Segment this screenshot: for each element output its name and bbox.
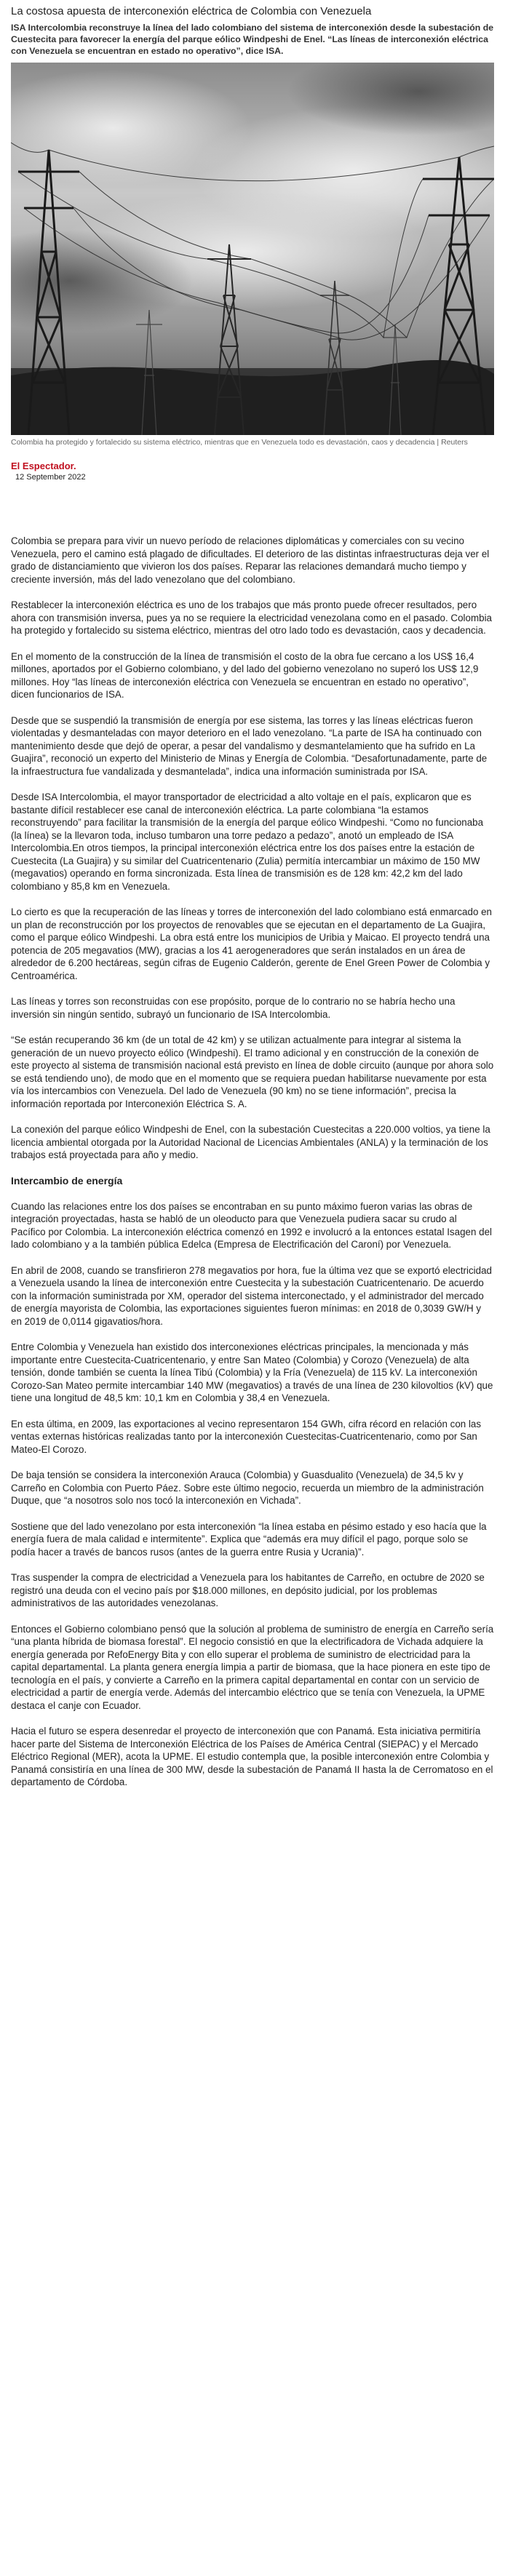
- photo-caption: Colombia ha protegido y fortalecido su sistema eléctrico, mientras que en Venezuela todo es devastación, caos y decadencia | Reuters: [11, 438, 468, 447]
- hero-photo-transmission-towers: [11, 63, 494, 435]
- paragraph: Cuando las relaciones entre los dos países se encontraban en su punto máximo fueron varias las obras de integración proyectadas, hasta se habló de un oleoducto para que Venezuela pudiera sacar su crudo al Pacífico por Colombia. La interconexión eléctrica comenzó en 1992 e involucró a la entonces estatal Isagen del lado colombiano y a la también pública Edelca (Empresa de Electrificación del Caroní) por Venezuela.: [11, 1200, 492, 1250]
- paragraph: Las líneas y torres son reconstruidas con ese propósito, porque de lo contrario no se habría hecho una inversión sin ningún sentido, subrayó un funcionario de ISA Intercolombia.: [11, 996, 456, 1020]
- section-heading: Intercambio de energía: [11, 1174, 123, 1187]
- paragraph: Colombia se prepara para vivir un nuevo período de relaciones diplomáticas y comerciales con su vecino Venezuela, pero el camino está plagado de dificultades. El deterioro de las distintas infraestructuras deja ver el grado de distanciamiento que vivieron los dos países. Reparar las relaciones demandará mucho tiempo y creciente inversión, más del lado venezolano que del colombiano.: [11, 535, 490, 585]
- source-block: [11, 460, 494, 482]
- paragraph: Lo cierto es que la recuperación de las líneas y torres de interconexión del lado colombiano está enmarcado en un plan de reconstrucción por los proyectos de renovables que se ejecutan en el departamento de La Guajira, como el parque eólico Windpeshi. La obra está entre los municipios de Uribia y Maicao. El proyecto tendrá una potencia de 205 megavatios (MW), gracias a los 41 aerogeneradores que serán instalados en un área de alrededor de 6.200 hectáreas, según cifras de Eugenio Calderón, gerente de Enel Green Power de Colombia y Centroamérica.: [11, 906, 493, 981]
- paragraph: Desde ISA Intercolombia, el mayor transportador de electricidad a alto voltaje en el país, explicaron que es bastante difícil restablecer ese canal de interconexión eléctrica. La parte colombiana “la estamos reconstruyendo” para facilitar la transmisión de la energía del parque eólico Windpeshi. “Como no funcionaba (la línea) se la llevaron toda, incluso tumbaron una torre pedazo a pedazo”, anotó un empleado de ISA Intercolombia.En otros tiempos, la principal interconexión eléctrica entre los dos países entre la estación de Cuestecita (La Guajira) y su similar del Cuatricentenario (Zulia) permitía intercambiar un máximo de 150 MW (megavatios) operando en forma sincronizada. Esta línea de transmisión es de 128 km: 42,2 km del lado colombiano y 85,8 km en Venezuela.: [11, 791, 484, 892]
- paragraph: Tras suspender la compra de electricidad a Venezuela para los habitantes de Carreño, en octubre de 2020 se registró una deuda con el vecino país por $18.000 millones, en depósito judicial, por los problemas administrativos de las autoridades venezolanas.: [11, 1572, 485, 1608]
- paragraph: De baja tensión se considera la interconexión Arauca (Colombia) y Guasdualito (Venezuela) de 34,5 kv y Carreño en Colombia con Puerto Páez. Sobre este último negocio, recuerda un miembro de la administración Duque, que “a nosotros solo nos tocó la interconexión en Vichada”.: [11, 1470, 484, 1506]
- publish-date: 12 September 2022: [15, 473, 86, 482]
- lede: ISA Intercolombia reconstruye la línea del lado colombiano del sistema de interconexión desde la subestación de Cuestecita para favorecer la energía del parque eólico Windpeshi de Enel. “Las líneas de interconexión eléctrica con Venezuela se encuentran en estado no operativo”, dice ISA.: [11, 23, 494, 56]
- paragraph: “Se están recuperando 36 km (de un total de 42 km) y se utilizan actualmente para integrar al sistema la generación de un nuevo proyecto eólico (Windpeshi). El tramo adicional y en construcción de la conexión de este proyecto al sistema de transmisión nacional está previsto en línea de doble circuito (aunque por ahora solo se está tendiendo uno), de modo que en el momento que se requiera puedan habilitarse nuevamente por esta vía los intercambios con Venezuela. Del lado de Venezuela (90 km) no se tiene información”, precisa la información reportada por Interconexión Eléctrica S. A.: [11, 1034, 494, 1109]
- paragraph: En esta última, en 2009, las exportaciones al vecino representaron 154 GWh, cifra récord en relación con las ventas externas históricas realizadas tanto por la interconexión Cuestecitas-Cuatricentenario, como por San Mateo-El Corozo.: [11, 1418, 482, 1455]
- paragraph: Desde que se suspendió la transmisión de energía por ese sistema, las torres y las líneas eléctricas fueron violentadas y desmanteladas con mayor deterioro en el lado venezolano. “La parte de ISA ha continuado con mantenimiento desde que dejó de operar, a pesar del vandalismo y desmantelamiento que ha sufrido en La Guajira”, reconoció un experto del Ministerio de Minas y Energía de Colombia. “Desafortunadamente, parte de la infraestructura fue vandalizada y desmantelada”, indica una información suministrada por ISA.: [11, 714, 488, 777]
- paragraph: Entre Colombia y Venezuela han existido dos interconexiones eléctricas principales, la mencionada y más importante entre Cuestecita-Cuatricentenario, y entre San Mateo (Colombia) y Corozo (Venezuela) de alta tensión, donde también se cuenta la línea Tibú (Colombia) y la Fría (Venezuela) de 115 kV. La interconexión Corozo-San Mateo permite intercambiar 140 MW (megavatios) a través de una línea de 230 kilovoltios (kV) que tiene una longitud de 48,5 km: 10,1 km en Colombia y 38,4 en Venezuela.: [11, 1341, 493, 1403]
- headline: La costosa apuesta de interconexión eléctrica de Colombia con Venezuela: [11, 5, 372, 17]
- hero-figure: [11, 63, 494, 447]
- paragraph: Restablecer la interconexión eléctrica es uno de los trabajos que más pronto puede ofrecer resultados, pero ahora con transmisión inversa, pues ya no se requiere la electricidad venezolana como en el pasado. Colombia ha protegido y fortalecido su sistema eléctrico, mientras del otro lado todo es devastación, caos y decadencia.: [11, 599, 492, 636]
- article-header: [0, 0, 505, 482]
- paragraph: Sostiene que del lado venezolano por esta interconexión “la línea estaba en pésimo estado y eso hacía que la energía fuera de mala calidad e intermitente”. Explica que “además era muy difícil el pago, porque solo se podía hacer a través de bancos rusos (antes de la guerra entre Rusia y Ucrania)”.: [11, 1520, 487, 1558]
- paragraph: Hacia el futuro se espera desenredar el proyecto de interconexión que con Panamá. Esta iniciativa permitiría hacer parte del Sistema de Interconexión Eléctrica de los Países de América Central (SIEPAC) y el Mercado Eléctrico Regional (MER), acota la UPME. El estudio contempla que, la posible interconexión entre Colombia y Panamá consistiría en una línea de 300 MW, desde la subestación de Panamá II hasta la de Cerromatoso en el departamento de Córdoba.: [11, 1726, 493, 1787]
- article-body: [0, 482, 505, 1789]
- paragraph: Entonces el Gobierno colombiano pensó que la solución al problema de suministro de energía en Carreño sería “una planta híbrida de biomasa forestal”. El negocio consistió en que la electrificadora de Vichada adquiere la energía generada por RefoEnergy Bita y con ello superar el problema de suministro de electricidad para la capital departamental. La planta genera energía limpia a partir de biomasa, que la hace pionera en este tipo de tecnología en el país, y convierte a Carreño en la primera capital departamental en contar con un servicio de electricidad a partir de energía verde. Además del intercambio eléctrico que se tenía con Venezuela, la UPME destaca el canje con Ecuador.: [11, 1623, 494, 1711]
- paragraph: La conexión del parque eólico Windpeshi de Enel, con la subestación Cuestecitas a 220.000 voltios, ya tiene la licencia ambiental otorgada por la Autoridad Nacional de Licencias Ambientales (ANLA) y la terminación de los trabajos está proyectada para año y medio.: [11, 1124, 490, 1160]
- source-link[interactable]: El Espectador.: [11, 460, 76, 471]
- paragraph: En el momento de la construcción de la línea de transmisión el costo de la obra fue cercano a los US$ 16,4 millones, aportados por el Gobierno colombiano, y del lado del gobierno venezolano no superó los US$ 12,9 millones. Hoy “las líneas de interconexión eléctrica con Venezuela se encuentran en estado no operativo”, dicen funcionarios de ISA.: [11, 650, 479, 700]
- paragraph: En abril de 2008, cuando se transfirieron 278 megavatios por hora, fue la última vez que se exportó electricidad a Venezuela usando la línea de interconexión entre Cuestecita y la subestación Cuatricentenario. De acuerdo con la información suministrada por XM, operador del sistema interconectado, y el administrador del mercado de energía mayorista de Colombia, las exportaciones siguientes fueron mínimas: en 2018 de 0,3039 GW/H y en 2019 de 0,0114 gigavatios/hora.: [11, 1264, 492, 1327]
